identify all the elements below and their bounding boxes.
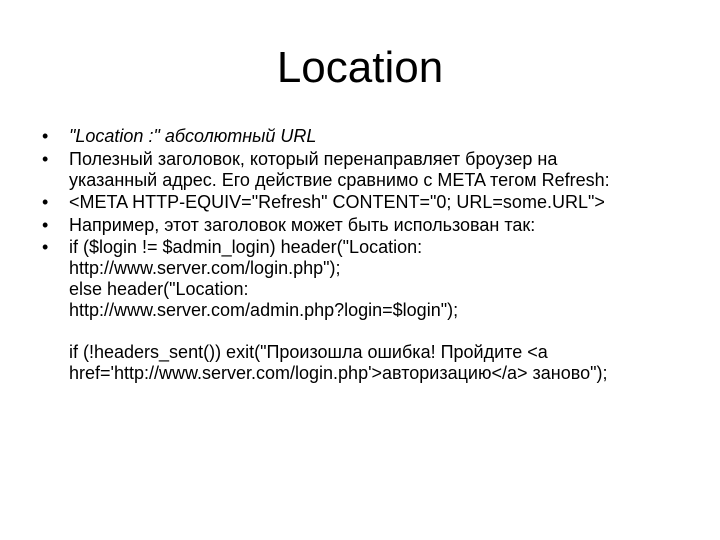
bullet-list — [42, 126, 692, 386]
bullet-text: Например, этот заголовок может быть использован так: — [69, 214, 536, 235]
bullet-item-code-example — [42, 237, 692, 384]
bullet-text-line: Полезный заголовок, который перенаправляет броузер на — [69, 148, 558, 169]
bullet-item-example-intro — [42, 215, 692, 236]
bullet-item-meta-refresh — [42, 192, 692, 213]
bullet-text-code: <META HTTP-EQUIV="Refresh" CONTENT="0; URL=some.URL"> — [69, 192, 605, 212]
bullet-text-line: указанный адрес. Его действие сравнимо с META тегом Refresh: — [69, 169, 610, 190]
code-line: http://www.server.com/login.php"); — [69, 258, 341, 278]
bullet-item-useful-header — [42, 149, 692, 191]
slide-title: Location — [276, 43, 444, 92]
code-line: if (!headers_sent()) exit("Произошла ошибка! Пройдите <a — [69, 342, 548, 362]
bullet-dot: • — [42, 126, 49, 146]
code-line: http://www.server.com/admin.php?login=$login"); — [69, 300, 459, 320]
bullet-text: "Location :" абсолютный URL — [69, 126, 317, 146]
bullet-dot: • — [42, 237, 49, 257]
code-spacer — [69, 321, 692, 342]
code-line: if ($login != $admin_login) header("Location: — [69, 237, 423, 257]
code-line: href='http://www.server.com/login.php'>авторизацию</a> заново"); — [69, 363, 608, 383]
code-line: else header("Location: — [69, 279, 249, 299]
bullet-dot: • — [42, 214, 49, 235]
bullet-dot: • — [42, 192, 49, 212]
bullet-dot: • — [42, 148, 49, 169]
bullet-item-location-absolute-url — [42, 126, 692, 147]
